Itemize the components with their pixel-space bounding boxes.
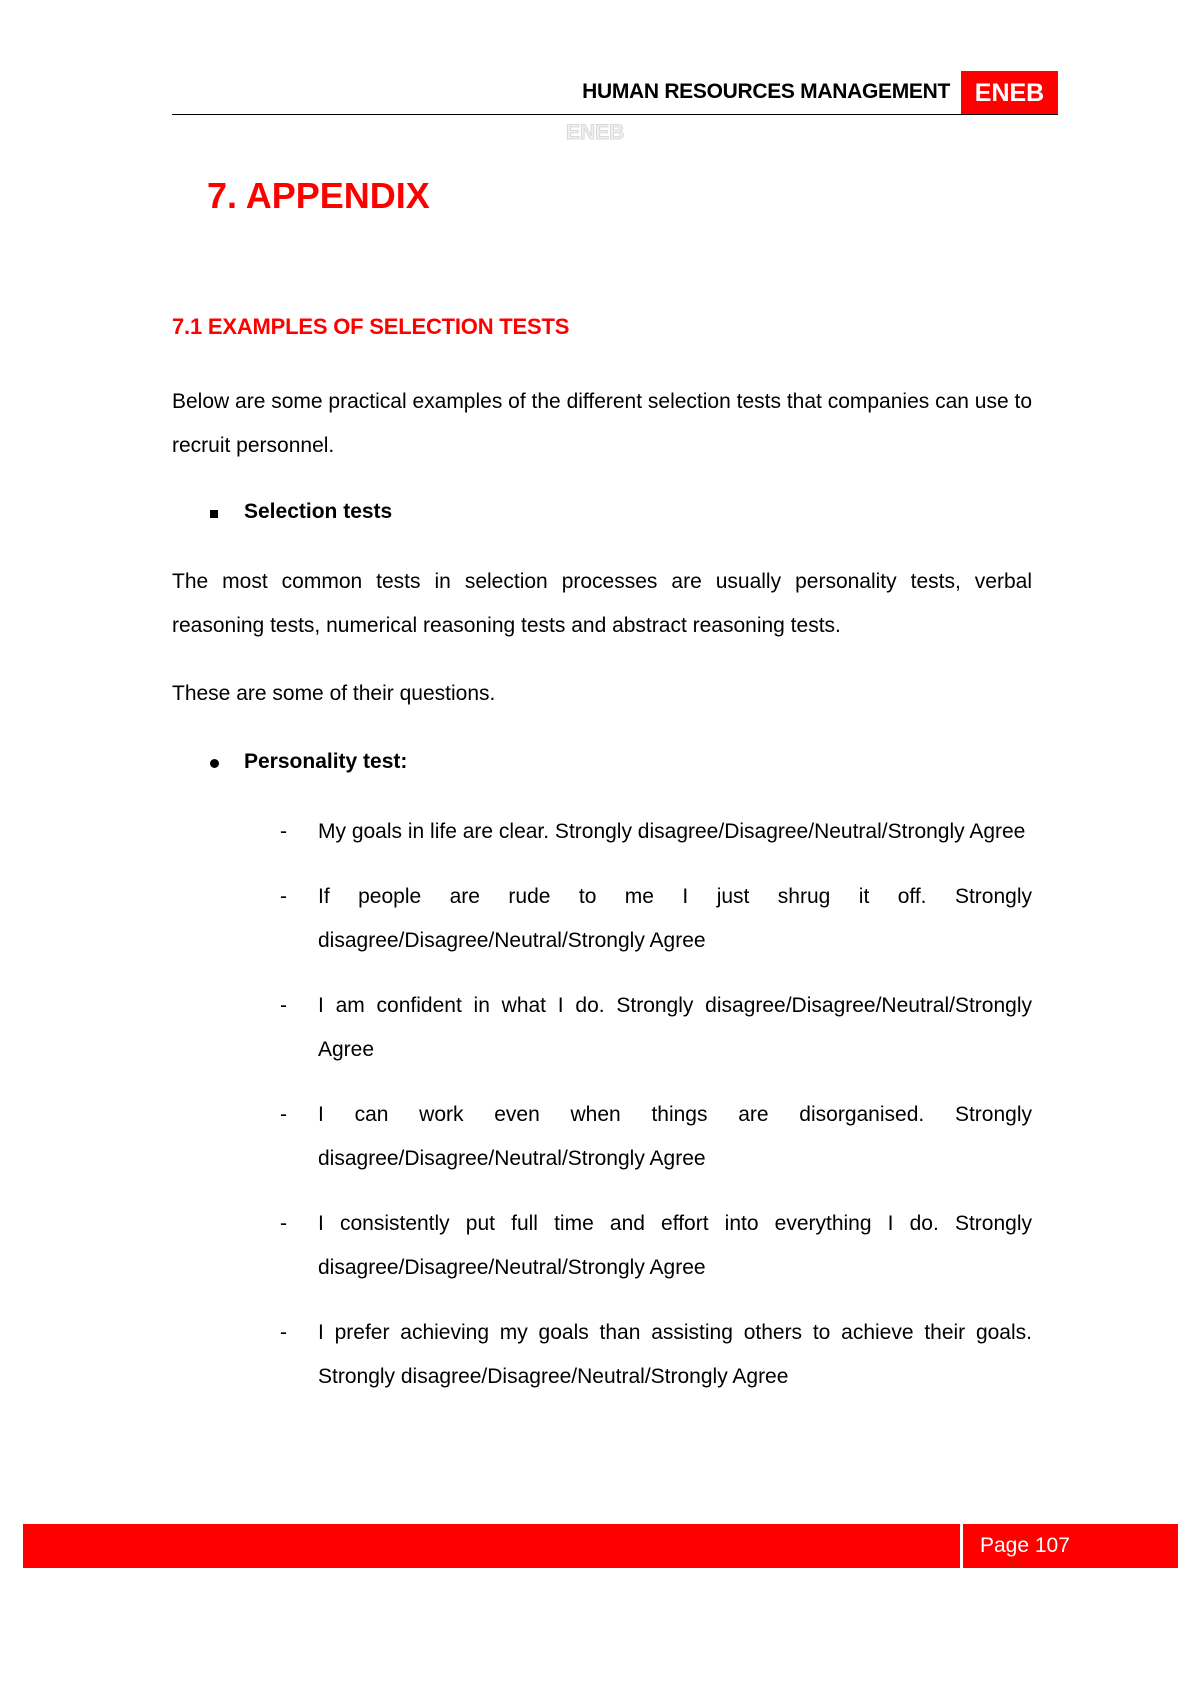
question-text: I consistently put full time and effort into everything I do. Strongly disagree/Disagree/Neutral/Strongly Agree <box>318 1212 1032 1279</box>
personality-question-list <box>280 810 1032 1420</box>
footer-bar <box>23 1524 960 1568</box>
dash-marker: - <box>280 1103 287 1126</box>
list-item <box>280 1093 1032 1181</box>
list-item <box>280 1311 1032 1399</box>
bullet-label: Selection tests <box>244 500 393 523</box>
common-tests-paragraph: The most common tests in selection processes are usually personality tests, verbal reasoning tests, numerical reasoning tests and abstract reasoning tests. <box>172 570 1032 637</box>
dash-marker: - <box>280 994 287 1017</box>
question-text: If people are rude to me I just shrug it off. Strongly disagree/Disagree/Neutral/Strongly Agree <box>318 885 1032 952</box>
question-text: My goals in life are clear. Strongly disagree/Disagree/Neutral/Strongly Agree <box>318 820 1026 843</box>
header-brand-logo: ENEB <box>961 71 1058 115</box>
dash-marker: - <box>280 820 287 843</box>
dash-marker: - <box>280 1321 287 1344</box>
dash-marker: - <box>280 885 287 908</box>
subsection-title: 7.1 EXAMPLES OF SELECTION TESTS <box>172 314 570 339</box>
page-number: Page 107 <box>963 1524 1178 1568</box>
watermark-logo: ENEB <box>566 121 625 144</box>
question-text: I prefer achieving my goals than assisting others to achieve their goals. Strongly disagree/Disagree/Neutral/Strongly Agree <box>318 1321 1032 1388</box>
square-bullet-icon <box>210 500 218 524</box>
list-item <box>280 875 1032 963</box>
list-item <box>280 984 1032 1072</box>
header-title: HUMAN RESOURCES MANAGEMENT <box>582 80 950 103</box>
intro-paragraph: Below are some practical examples of the different selection tests that companies can use to recruit personnel. <box>172 390 1032 457</box>
bullet-label: Personality test: <box>244 750 408 773</box>
list-item <box>280 1202 1032 1290</box>
round-bullet-icon <box>210 750 219 774</box>
question-text: I am confident in what I do. Strongly disagree/Disagree/Neutral/Strongly Agree <box>318 994 1032 1061</box>
question-text: I can work even when things are disorganised. Strongly disagree/Disagree/Neutral/Strongly Agree <box>318 1103 1032 1170</box>
list-item <box>280 810 1032 854</box>
dash-marker: - <box>280 1212 287 1235</box>
questions-intro-paragraph: These are some of their questions. <box>172 682 496 705</box>
section-title: 7. APPENDIX <box>207 175 430 216</box>
header-divider <box>172 114 1058 115</box>
